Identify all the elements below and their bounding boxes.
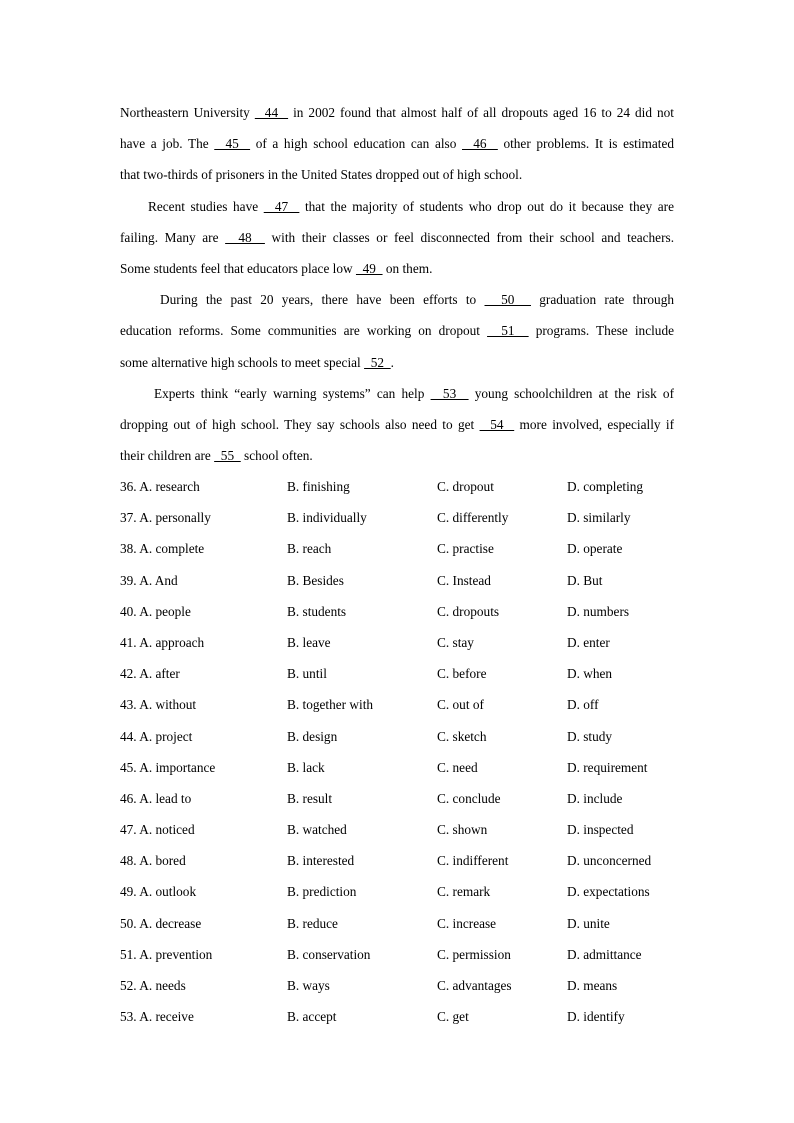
option-b: B. interested — [287, 853, 355, 869]
blank-51: 51 — [487, 323, 529, 339]
option-a: 46. A. lead to — [120, 790, 192, 806]
option-a: 38. A. complete — [120, 541, 205, 557]
option-b: B. until — [287, 666, 327, 682]
option-c: C. need — [437, 759, 478, 775]
option-c: C. get — [437, 1009, 469, 1025]
option-a: 43. A. without — [120, 697, 197, 713]
option-b: B. lack — [287, 759, 325, 775]
option-row — [120, 1004, 720, 1035]
cloze-passage — [120, 100, 674, 474]
blank-53: 53 — [430, 385, 469, 401]
option-c: C. out of — [437, 697, 484, 713]
option-d: D. include — [567, 790, 623, 806]
passage-line: their children are 55 school often. — [120, 448, 313, 464]
option-b: B. ways — [287, 978, 330, 993]
blank-50: 50 — [484, 292, 531, 308]
option-b: B. result — [287, 790, 333, 806]
option-row — [120, 755, 720, 786]
option-d: D. requirement — [567, 759, 648, 775]
option-d: D. operate — [567, 541, 623, 557]
option-c: C. advantages — [437, 978, 512, 993]
option-row — [120, 505, 720, 536]
option-b: B. individually — [287, 510, 367, 526]
answer-options — [120, 474, 720, 1035]
option-row — [120, 848, 720, 879]
option-a: 45. A. importance — [120, 759, 216, 775]
blank-44: 44 — [254, 105, 289, 120]
blank-55: 55 — [214, 448, 241, 464]
option-d: D. similarly — [567, 510, 631, 526]
option-a: 39. A. And — [120, 572, 178, 588]
option-b: B. Besides — [287, 572, 344, 588]
option-d: D. means — [567, 978, 618, 993]
blank-46: 46 — [462, 136, 498, 152]
option-c: C. Instead — [437, 572, 491, 588]
option-d: D. inspected — [567, 822, 634, 838]
option-row — [120, 474, 720, 505]
option-a: 48. A. bored — [120, 853, 186, 869]
option-d: D. numbers — [567, 603, 630, 619]
option-c: C. practise — [437, 541, 494, 557]
option-row — [120, 942, 720, 973]
option-d: D. off — [567, 697, 599, 713]
passage-line: Northeastern University 44 in 2002 found that almost half of all dropouts aged 16 to 24 did not — [120, 105, 674, 120]
option-d: D. when — [567, 666, 613, 682]
option-row — [120, 536, 720, 567]
option-row — [120, 599, 720, 630]
option-a: 49. A. outlook — [120, 884, 197, 900]
option-d: D. unconcerned — [567, 853, 652, 869]
option-a: 42. A. after — [120, 666, 180, 682]
blank-48: 48 — [225, 229, 265, 245]
option-d: D. enter — [567, 634, 610, 650]
option-row — [120, 817, 720, 848]
option-b: B. design — [287, 728, 338, 744]
option-a: 44. A. project — [120, 728, 193, 744]
option-a: 41. A. approach — [120, 634, 205, 650]
passage-line: that two-thirds of prisoners in the United States dropped out of high school. — [120, 167, 523, 183]
option-d: D. unite — [567, 915, 610, 931]
option-c: C. indifferent — [437, 853, 509, 869]
option-a: 50. A. decrease — [120, 915, 202, 931]
option-a: 52. A. needs — [120, 978, 186, 993]
option-row — [120, 879, 720, 910]
option-c: C. stay — [437, 634, 474, 650]
blank-45: 45 — [214, 136, 251, 152]
passage-line: During the past 20 years, there have been efforts to 50 graduation rate through — [160, 292, 674, 308]
option-a: 37. A. personally — [120, 510, 211, 526]
option-b: B. accept — [287, 1009, 337, 1025]
option-d: D. expectations — [567, 884, 650, 900]
option-d: D. identify — [567, 1009, 625, 1025]
option-row — [120, 661, 720, 692]
option-b: B. reduce — [287, 915, 338, 931]
option-a: 51. A. prevention — [120, 946, 213, 962]
option-d: D. study — [567, 728, 613, 744]
option-b: B. conservation — [287, 946, 371, 962]
blank-52: 52 — [364, 354, 391, 370]
passage-line: education reforms. Some communities are working on dropout 51 programs. These include — [120, 323, 674, 339]
option-b: B. together with — [287, 697, 374, 713]
option-a: 47. A. noticed — [120, 822, 195, 838]
option-b: B. watched — [287, 822, 347, 838]
option-c: C. remark — [437, 884, 491, 900]
option-a: 40. A. people — [120, 603, 191, 619]
option-b: B. leave — [287, 634, 331, 650]
option-c: C. before — [437, 666, 487, 682]
option-row — [120, 568, 720, 599]
option-d: D. completing — [567, 479, 644, 494]
option-row — [120, 973, 720, 1004]
option-c: C. permission — [437, 946, 511, 962]
passage-line: Some students feel that educators place low 49 on them. — [120, 260, 433, 276]
option-c: C. dropout — [437, 479, 494, 494]
option-b: B. prediction — [287, 884, 357, 900]
blank-49: 49 — [355, 260, 383, 276]
blank-54: 54 — [479, 416, 515, 432]
passage-line: dropping out of high school. They say schools also need to get 54 more involved, especially if — [120, 416, 674, 432]
option-d: D. But — [567, 572, 603, 588]
option-a: 36. A. research — [120, 479, 200, 494]
option-row — [120, 786, 720, 817]
passage-line: some alternative high schools to meet special 52 . — [120, 354, 394, 370]
option-c: C. dropouts — [437, 603, 500, 619]
option-row — [120, 911, 720, 942]
option-row — [120, 630, 720, 661]
option-row — [120, 692, 720, 723]
blank-47: 47 — [263, 198, 300, 214]
option-a: 53. A. receive — [120, 1009, 194, 1025]
option-d: D. admittance — [567, 946, 642, 962]
option-row — [120, 724, 720, 755]
passage-line: Recent studies have 47 that the majority of students who drop out do it because they are — [148, 198, 674, 214]
option-b: B. finishing — [287, 479, 350, 494]
passage-line: failing. Many are 48 with their classes or feel disconnected from their school and teachers. — [120, 229, 674, 245]
option-c: C. sketch — [437, 728, 487, 744]
option-b: B. reach — [287, 541, 332, 557]
passage-line: have a job. The 45 of a high school education can also 46 other problems. It is estimated — [120, 136, 674, 152]
option-c: C. conclude — [437, 790, 501, 806]
option-b: B. students — [287, 603, 347, 619]
option-c: C. increase — [437, 915, 497, 931]
option-c: C. differently — [437, 510, 509, 526]
option-c: C. shown — [437, 822, 488, 838]
passage-line: Experts think “early warning systems” can help 53 young schoolchildren at the risk of — [154, 385, 674, 401]
